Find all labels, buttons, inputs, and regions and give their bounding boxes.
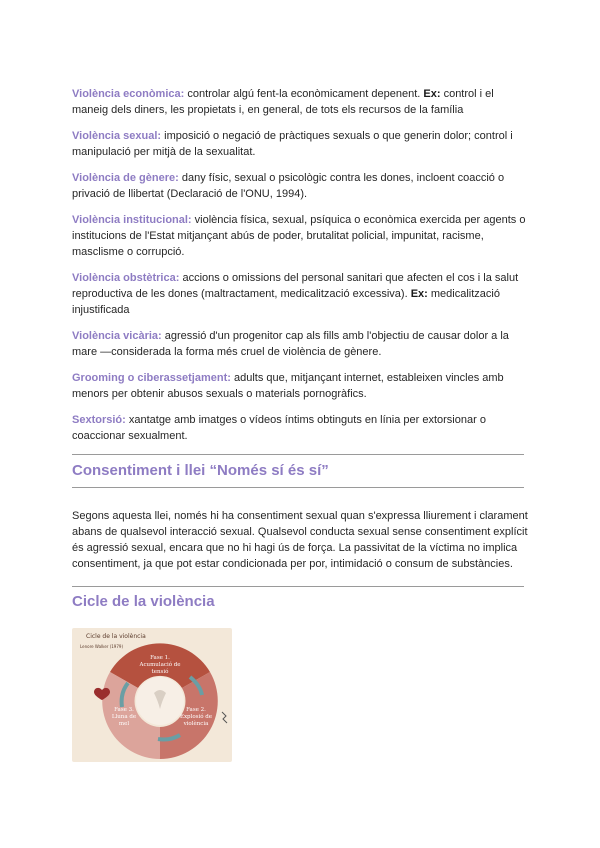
example-label: Ex:	[410, 288, 428, 300]
example-text: medicalització injustificada	[72, 288, 500, 316]
definition-item	[72, 270, 528, 318]
definition-item	[72, 86, 528, 118]
definition-text: xantatge amb imatges o vídeos íntims obtinguts en línia per extorsionar o coaccionar sexualment.	[72, 414, 486, 442]
definition-item	[72, 128, 528, 160]
definition-text: controlar algú fent-la econòmicament depenent.	[184, 88, 424, 100]
definition-text: imposició o negació de pràctiques sexuals o que generin dolor; control i manipulació per mitjà de la sexualitat.	[72, 130, 513, 158]
definition-term: Grooming o ciberassetjament:	[72, 372, 231, 384]
document-body	[72, 86, 528, 610]
lightning-icon	[222, 712, 227, 723]
example-text: control i el maneig dels diners, les propietats i, en general, de tots els recursos de la família	[72, 88, 494, 116]
consent-section-title: Consentiment i llei “Només sí és sí”	[72, 462, 329, 479]
phase3-label-3: mel	[118, 721, 130, 727]
definition-term: Violència econòmica:	[72, 88, 185, 100]
definition-text: dany físic, sexual o psicològic contra les dones, incloent coacció o privació de llibertat (Declaració de l'ONU, 1994).	[72, 172, 505, 200]
definition-text: adults que, mitjançant internet, estableixen vincles amb menors per obtenir abusos sexuals o materials pornogràfics.	[72, 372, 504, 400]
divider	[72, 454, 524, 455]
example-label: Ex:	[423, 88, 441, 100]
phase2-label-2: Explosió de	[179, 714, 213, 720]
definition-item	[72, 328, 528, 360]
phase1-label-1: Fase 1.	[150, 655, 170, 661]
definition-term: Violència obstètrica:	[72, 272, 180, 284]
figure-title: Cicle de la violència	[86, 633, 146, 640]
phase3-label-1: Fase 3.	[114, 707, 134, 713]
divider	[72, 586, 524, 587]
phase1-label-2: Acumulació de	[139, 662, 181, 668]
phase2-label-3: violència	[183, 721, 209, 727]
cycle-diagram	[72, 628, 232, 762]
figure-subtitle: Lenore Walker (1979)	[80, 644, 124, 649]
definition-item	[72, 412, 528, 444]
definition-item	[72, 170, 528, 202]
phase3-label-2: Lluna de	[111, 714, 137, 720]
definitions-list	[72, 86, 528, 444]
definition-term: Violència de gènere:	[72, 172, 179, 184]
phase2-label-1: Fase 2.	[186, 707, 206, 713]
definition-text: accions o omissions del personal sanitari que afecten el cos i la salut reproductiva de les dones (maltractament, medicalització excessiva).	[72, 272, 519, 300]
definition-item	[72, 212, 528, 260]
phase1-label-3: tensió	[151, 669, 169, 675]
definition-text: violència física, sexual, psíquica o econòmica exercida per agents o institucions de l'Estat mitjançant abús de poder, brutalitat policial, impunitat, racisme, masclisme o corrupció.	[72, 214, 526, 258]
definition-term: Violència vicària:	[72, 330, 162, 342]
divider	[72, 487, 524, 488]
definition-item	[72, 370, 528, 402]
cycle-section-title: Cicle de la violència	[72, 593, 215, 610]
definition-term: Sextorsió:	[72, 414, 126, 426]
definition-text: agressió d'un progenitor cap als fills amb l'objectiu de causar dolor a la mare —considerada la forma més cruel de violència de gènere.	[72, 330, 509, 358]
violence-cycle-figure	[72, 628, 232, 762]
definition-term: Violència sexual:	[72, 130, 162, 142]
definition-term: Violència institucional:	[72, 214, 192, 226]
consent-paragraph: Segons aquesta llei, només hi ha consentiment sexual quan s'expressa lliurement i clarament abans de qualsevol interacció sexual. Qualsevol conducta sexual sense consentiment explícit és agressió sexual, encara que no hi hagi ús de força. La passivitat de la víctima no implica consentiment, ja que pot estar condicionada per por, intimidació o consum de substàncies.	[72, 510, 528, 570]
